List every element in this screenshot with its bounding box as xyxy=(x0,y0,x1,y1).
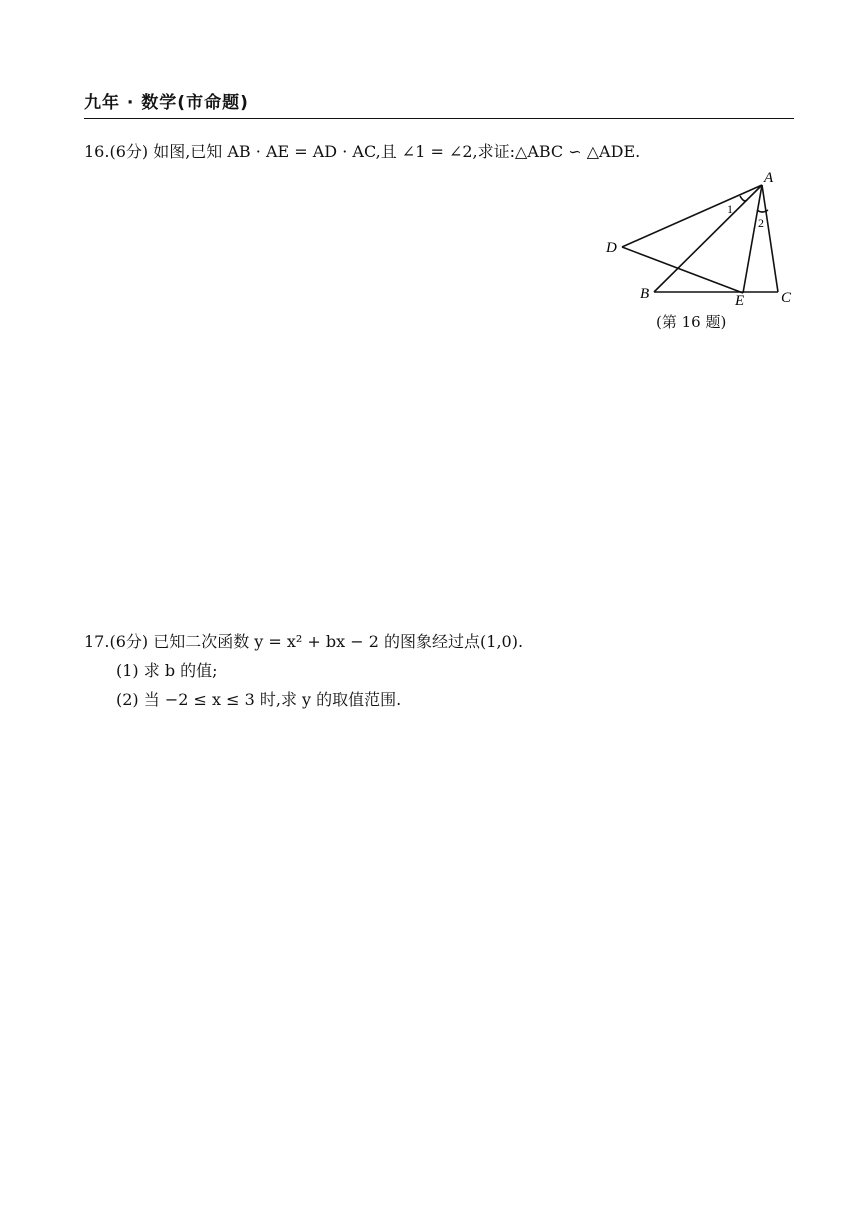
label-E: E xyxy=(735,293,745,309)
problem-16-text: 16.(6分) 如图,已知 AB · AE = AD · AC,且 ∠1 = ∠2,求证:△ABC ∽ △ADE. xyxy=(84,142,641,161)
label-A: A xyxy=(764,170,774,186)
segment-AC xyxy=(762,185,778,292)
page-header xyxy=(84,88,794,119)
header-title: 九年 · 数学(市命题) xyxy=(84,93,249,113)
segment-AD xyxy=(622,185,762,247)
label-D: D xyxy=(606,240,617,256)
label-B: B xyxy=(640,286,650,302)
problem-17-text: 17.(6分) 已知二次函数 y = x² + bx − 2 的图象经过点(1,0). xyxy=(84,632,524,651)
label-angle-1: 1 xyxy=(727,202,733,216)
label-angle-2: 2 xyxy=(758,216,764,230)
problem-17-part-2: (2) 当 −2 ≤ x ≤ 3 时,求 y 的取值范围. xyxy=(116,690,402,709)
label-C: C xyxy=(781,290,792,306)
figure-caption: (第 16 题) xyxy=(656,313,727,331)
angle-1-arc xyxy=(740,196,747,201)
problem-17-part-1: (1) 求 b 的值; xyxy=(116,661,218,680)
angle-2-arc xyxy=(757,210,768,212)
